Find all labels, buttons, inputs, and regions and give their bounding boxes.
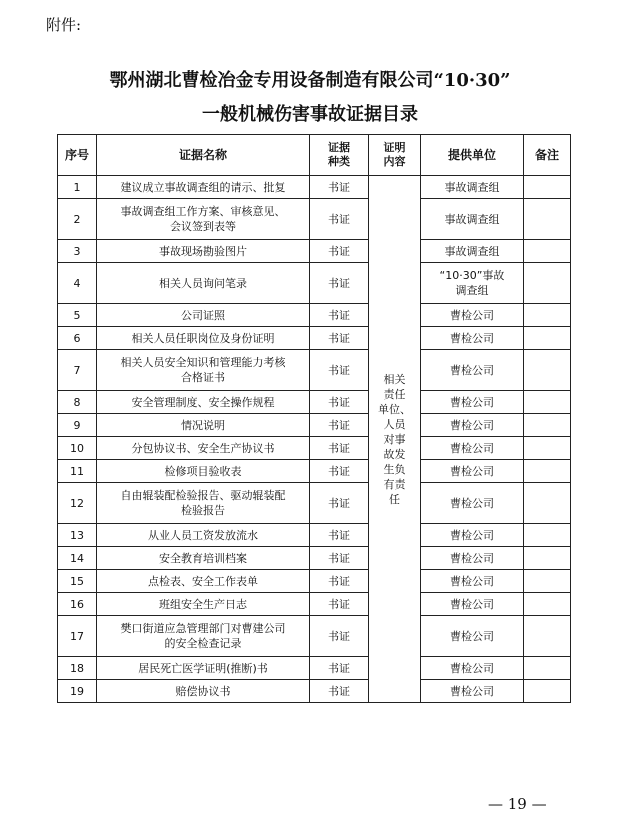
row-evidence-name [97,616,310,657]
header-content-line-2: 内容 [383,155,406,168]
row-provider-line-1: 事故调查组 [444,180,500,194]
row-provider-line-1: 曹检公司 [450,597,494,611]
table-row [58,524,571,547]
table-row [58,304,571,327]
row-evidence-type: 书证 [310,547,369,570]
table-row [58,616,571,657]
table-row [58,593,571,616]
row-evidence-name-line-1: 点检表、安全工作表单 [148,574,258,588]
row-provider-line-1: 事故调查组 [444,244,500,258]
row-evidence-name-line-1: 公司证照 [181,308,225,322]
table-row [58,570,571,593]
row-evidence-name-line-2: 合格证书 [181,371,225,384]
row-evidence-type: 书证 [310,350,369,391]
row-evidence-type: 书证 [310,593,369,616]
header-content [369,135,421,176]
row-provider-line-1: 曹检公司 [450,395,494,409]
row-remarks [524,483,571,524]
row-evidence-name [97,391,310,414]
row-evidence-type: 书证 [310,199,369,240]
proof-content-line: 任 [389,492,400,506]
table-row [58,263,571,304]
row-evidence-name [97,593,310,616]
row-evidence-name-line-1: 班组安全生产日志 [159,597,247,611]
row-evidence-name-line-1: 分包协议书、安全生产协议书 [131,441,275,455]
row-provider [421,547,524,570]
row-provider-line-1: 曹检公司 [450,464,494,478]
row-provider [421,391,524,414]
row-provider-line-1: 曹检公司 [450,418,494,432]
row-provider-line-1: 曹检公司 [450,528,494,542]
row-remarks [524,304,571,327]
header-remarks: 备注 [524,135,571,176]
row-remarks [524,350,571,391]
table-row [58,657,571,680]
row-provider-line-1: 曹检公司 [450,441,494,455]
table-row [58,437,571,460]
header-seq: 序号 [58,135,97,176]
row-evidence-type: 书证 [310,616,369,657]
row-seq: 16 [58,593,97,616]
header-name: 证据名称 [97,135,310,176]
row-remarks [524,680,571,703]
header-type-line-1: 证据 [328,141,350,154]
row-evidence-name-line-1: 安全教育培训档案 [159,551,247,565]
row-evidence-name [97,176,310,199]
row-evidence-name [97,437,310,460]
row-seq: 6 [58,327,97,350]
row-evidence-name-line-1: 建议成立事故调查组的请示、批复 [120,180,286,194]
row-seq: 18 [58,657,97,680]
evidence-table [57,134,571,703]
row-evidence-type: 书证 [310,263,369,304]
row-provider-line-1: 曹检公司 [450,551,494,565]
row-provider-line-1: 曹检公司 [450,496,494,510]
table-row [58,327,571,350]
row-evidence-name-line-2: 的安全检查记录 [164,637,242,650]
row-provider [421,240,524,263]
row-provider-line-1: 曹检公司 [450,629,494,643]
row-seq: 1 [58,176,97,199]
proof-content-line: 责任 [383,387,406,401]
attachment-label: 附件: [46,16,82,34]
row-evidence-name [97,657,310,680]
proof-content-line: 相关 [383,372,406,386]
row-evidence-name [97,240,310,263]
table-row [58,414,571,437]
row-evidence-name-line-1: 安全管理制度、安全操作规程 [131,395,275,409]
row-provider [421,414,524,437]
row-evidence-type: 书证 [310,437,369,460]
row-seq: 19 [58,680,97,703]
row-provider [421,616,524,657]
row-seq: 4 [58,263,97,304]
row-evidence-type: 书证 [310,414,369,437]
document-title-line-2: 一般机械伤害事故证据目录 [202,104,418,125]
table-header-row [58,135,571,176]
row-provider [421,460,524,483]
row-seq: 13 [58,524,97,547]
row-evidence-name-line-2: 检验报告 [181,504,225,517]
row-seq: 2 [58,199,97,240]
table-row [58,176,571,199]
row-provider [421,593,524,616]
row-evidence-type: 书证 [310,680,369,703]
row-provider [421,350,524,391]
row-provider-line-1: 曹检公司 [450,661,494,675]
row-seq: 3 [58,240,97,263]
table-row [58,483,571,524]
row-evidence-name [97,680,310,703]
row-provider-line-1: 曹检公司 [450,308,494,322]
proof-content-line: 对事 [383,432,406,446]
row-evidence-name [97,460,310,483]
table-row [58,391,571,414]
row-evidence-type: 书证 [310,460,369,483]
row-evidence-type: 书证 [310,524,369,547]
row-evidence-name-line-1: 赔偿协议书 [175,684,231,698]
row-evidence-name-line-1: 事故调查组工作方案、审核意见、 [120,205,286,218]
row-evidence-type: 书证 [310,391,369,414]
header-type [310,135,369,176]
row-provider-line-1: 曹检公司 [450,363,494,377]
row-provider [421,437,524,460]
row-evidence-name-line-1: 相关人员任职岗位及身份证明 [131,331,275,345]
row-evidence-name [97,350,310,391]
row-evidence-type: 书证 [310,657,369,680]
row-provider [421,327,524,350]
table-row [58,350,571,391]
table-row [58,680,571,703]
row-evidence-name [97,327,310,350]
row-evidence-name [97,524,310,547]
proof-content-cell [369,176,421,703]
row-evidence-name-line-1: 樊口街道应急管理部门对曹建公司 [120,622,286,635]
row-evidence-name-line-1: 相关人员安全知识和管理能力考核 [120,356,286,369]
row-provider-line-1: 曹检公司 [450,684,494,698]
header-type-line-2: 种类 [328,155,350,168]
row-evidence-name-line-1: 居民死亡医学证明(推断)书 [138,661,268,675]
table-row [58,460,571,483]
row-provider [421,570,524,593]
row-evidence-type: 书证 [310,240,369,263]
row-evidence-type: 书证 [310,570,369,593]
row-seq: 7 [58,350,97,391]
row-seq: 10 [58,437,97,460]
evidence-table-body [58,176,571,703]
page-number: — 19 — [488,795,547,813]
row-evidence-type: 书证 [310,327,369,350]
row-evidence-type: 书证 [310,176,369,199]
row-remarks [524,391,571,414]
row-evidence-name-line-1: 检修项目验收表 [164,464,242,478]
row-evidence-name [97,304,310,327]
table-row [58,240,571,263]
row-remarks [524,199,571,240]
row-remarks [524,616,571,657]
row-evidence-name [97,263,310,304]
row-remarks [524,460,571,483]
row-seq: 12 [58,483,97,524]
row-provider [421,657,524,680]
row-evidence-type: 书证 [310,304,369,327]
proof-content-line: 故发 [383,447,406,461]
row-remarks [524,437,571,460]
row-evidence-name-line-1: 自由辊装配检验报告、驱动辊装配 [120,489,286,502]
row-provider [421,680,524,703]
row-provider [421,263,524,304]
row-evidence-name-line-1: 从业人员工资发放流水 [148,528,258,542]
row-seq: 17 [58,616,97,657]
row-seq: 14 [58,547,97,570]
row-seq: 15 [58,570,97,593]
row-remarks [524,176,571,199]
row-evidence-name [97,199,310,240]
row-provider [421,176,524,199]
row-remarks [524,657,571,680]
table-row [58,547,571,570]
header-content-line-1: 证明 [383,141,406,154]
proof-content-line: 人员 [383,417,406,431]
row-provider-line-2: 调查组 [455,284,489,297]
proof-content-line: 有责 [383,477,406,491]
row-remarks [524,593,571,616]
row-evidence-name [97,547,310,570]
row-remarks [524,263,571,304]
row-evidence-name-line-1: 事故现场勘验图片 [159,244,247,258]
row-remarks [524,240,571,263]
row-provider [421,524,524,547]
header-provider: 提供单位 [421,135,524,176]
row-remarks [524,414,571,437]
row-provider-line-1: “10·30”事故 [439,269,505,282]
row-provider-line-1: 曹检公司 [450,331,494,345]
row-evidence-name-line-2: 会议签到表等 [170,220,236,233]
row-remarks [524,327,571,350]
row-seq: 8 [58,391,97,414]
row-evidence-name-line-1: 相关人员询问笔录 [159,276,247,290]
row-remarks [524,547,571,570]
row-seq: 5 [58,304,97,327]
row-evidence-name [97,570,310,593]
row-seq: 11 [58,460,97,483]
proof-content-line: 单位、 [378,402,411,416]
row-provider [421,199,524,240]
table-row [58,199,571,240]
proof-content-line: 生负 [383,462,406,476]
row-provider [421,483,524,524]
row-seq: 9 [58,414,97,437]
row-evidence-name [97,483,310,524]
row-evidence-name [97,414,310,437]
row-provider-line-1: 事故调查组 [444,212,500,226]
row-evidence-name-line-1: 情况说明 [181,418,225,432]
row-remarks [524,524,571,547]
document-title-line-1: 鄂州湖北曹检冶金专用设备制造有限公司“10·30” [109,70,511,91]
row-provider [421,304,524,327]
row-evidence-type: 书证 [310,483,369,524]
row-remarks [524,570,571,593]
row-provider-line-1: 曹检公司 [450,574,494,588]
